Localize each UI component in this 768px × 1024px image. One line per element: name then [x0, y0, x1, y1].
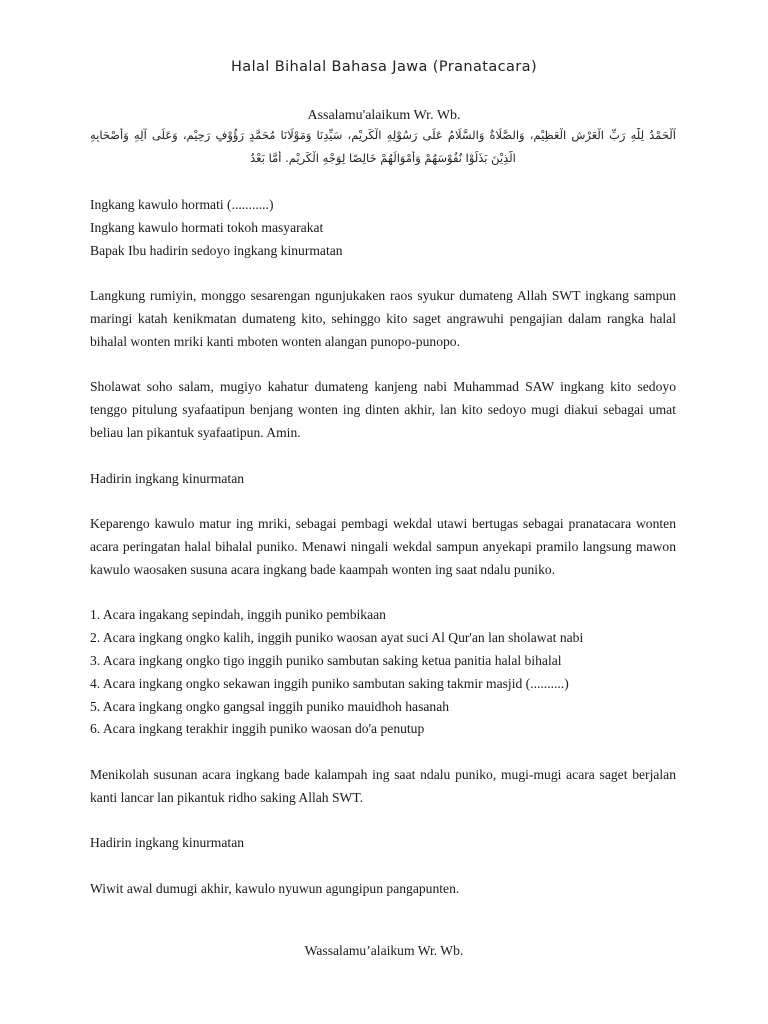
arabic-line-2: الَّذِيْنَ بَذَلُوْا نُفُوْسَهُمْ وَأَمْوَالَهُمْ خَالِصًا لِوَجْهِ الْكَرِيْمِ. أَمَّا بَعْدُ: [250, 151, 516, 165]
paragraph-hadirin: Hadirin ingkang kinurmatan: [90, 470, 245, 486]
greetings-block: [90, 194, 676, 262]
paragraph-summary: Menikolah susunan acara ingkang bade kalampah ing saat ndalu puniko, mugi-mugi acara saget berjalan kanti lancar lan pikantuk ridho saking Allah SWT.: [90, 766, 676, 805]
paragraph-gratitude: Langkung rumiyin, monggo sesarengan ngunjukaken raos syukur dumateng Allah SWT ingkang sampun maringi katah kenikmatan dumateng kito, sehinggo kito saget angrawuhi pengajian dalam rangka halal bihalal wonten mriki kanti mboten wonten alangan punopo-punopo.: [90, 288, 676, 349]
paragraph-apology: Wiwit awal dumugi akhir, kawulo nyuwun agungipun pangapunten.: [90, 880, 460, 896]
document-title: Halal Bihalal Bahasa Jawa (Pranatacara): [230, 59, 538, 75]
greeting-line: Ingkang kawulo hormati tokoh masyarakat: [90, 219, 324, 235]
paragraph-sholawat: Sholawat soho salam, mugiyo kahatur dumateng kanjeng nabi Muhammad SAW ingkang kito sedoyo tenggo pitulung syafaatipun benjang wonten ing dinten akhir, lan kito sedoyo mugi diakui sebagai umat beliau lan pikantuk syafaatipun. Amin.: [90, 379, 676, 440]
opening-salam: Assalamu'alaikum Wr. Wb.: [307, 108, 461, 123]
agenda-item: 5. Acara ingkang ongko gangsal inggih puniko mauidhoh hasanah: [90, 698, 450, 714]
paragraph-hadirin: Hadirin ingkang kinurmatan: [90, 835, 245, 851]
agenda-item: 4. Acara ingkang ongko sekawan inggih puniko sambutan saking takmir masjid (..........): [90, 675, 569, 691]
greeting-line: Ingkang kawulo hormati (...........): [90, 197, 274, 212]
closing-salam: Wassalamu’alaikum Wr. Wb.: [304, 943, 464, 958]
agenda-item: 1. Acara ingakang sepindah, inggih puniko pembikaan: [90, 607, 386, 623]
paragraph-introduction: Keparengo kawulo matur ing mriki, sebagai pembagi wekdal utawi bertugas sebagai pranatacara wonten acara peringatan halal bihalal puniko. Menawi ningali wekdal sampun anyekapi pramilo langsung mawon kawulo waosaken susuna acara ingkang bade kaampah wonten ing saat ndalu puniko.: [90, 516, 676, 577]
agenda-list: [90, 604, 676, 741]
document-body: [90, 194, 676, 924]
agenda-item: 6. Acara ingkang terakhir inggih puniko waosan do'a penutup: [90, 721, 425, 737]
agenda-item: 2. Acara ingkang ongko kalih, inggih puniko waosan ayat suci Al Qur'an lan sholawat nabi: [90, 630, 584, 646]
arabic-line-1: اَلْحَمْدُ لِلّٰهِ رَبِّ الْعَرْشِ الْعَظِيْمِ، وَالصَّلَاةُ وَالسَّلَامُ عَلَى رَسُوْلِهِ الْكَرِيْمِ، سَيِّدِنَا وَمَوْلَانَا مُحَمَّدٍ رَؤُوْفٍ رَحِيْمٍ، وَعَلَى آلِهِ وَأَصْحَابِهِ: [90, 128, 676, 142]
agenda-item: 3. Acara ingkang ongko tigo inggih puniko sambutan saking ketua panitia halal bihalal: [90, 652, 562, 668]
greeting-line: Bapak Ibu hadirin sedoyo ingkang kinurmatan: [90, 242, 343, 258]
